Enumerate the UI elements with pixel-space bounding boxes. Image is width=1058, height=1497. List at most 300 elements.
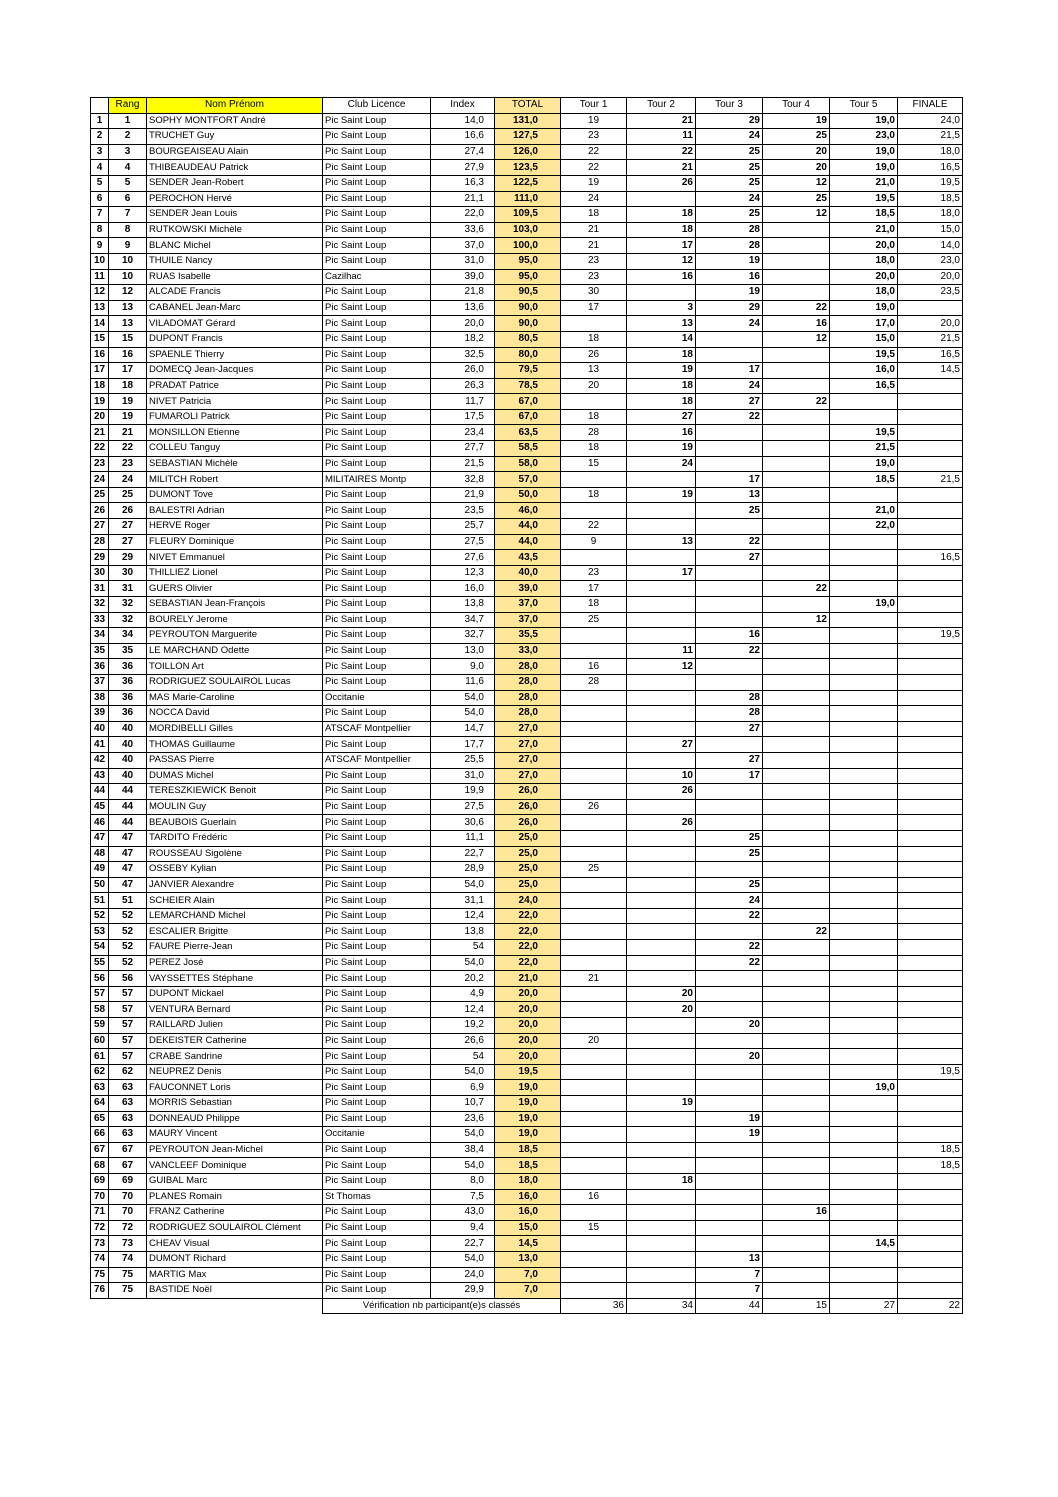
table-row — [91, 1127, 963, 1143]
index-cell: 14,7 — [431, 721, 495, 737]
tour-3-cell: 24 — [696, 191, 763, 207]
tour-5-cell — [830, 1049, 898, 1065]
tour-3-cell: 20 — [696, 1049, 763, 1065]
finale-cell — [898, 1251, 963, 1267]
tour-2-cell: 14 — [627, 331, 696, 347]
tour-2-cell: 24 — [627, 456, 696, 472]
name-cell: TERESZKIEWICK Benoit — [147, 784, 323, 800]
row-number-cell: 21 — [91, 425, 109, 441]
total-cell: 7,0 — [495, 1267, 561, 1283]
tour-2-cell — [627, 706, 696, 722]
rang-cell: 34 — [109, 628, 147, 644]
tour-3-cell — [696, 1002, 763, 1018]
table-row — [91, 1220, 963, 1236]
club-cell: Pic Saint Loup — [323, 815, 431, 831]
table-row — [91, 1064, 963, 1080]
table-row — [91, 347, 963, 363]
tour-4-cell — [763, 534, 830, 550]
table-row — [91, 1189, 963, 1205]
rang-cell: 69 — [109, 1173, 147, 1189]
row-number-cell: 8 — [91, 222, 109, 238]
index-cell: 13,8 — [431, 924, 495, 940]
total-cell: 39,0 — [495, 581, 561, 597]
tour-2-cell — [627, 628, 696, 644]
tour-2-cell — [627, 908, 696, 924]
tour-5-cell — [830, 1111, 898, 1127]
table-row — [91, 597, 963, 613]
name-cell: DUPONT Mickael — [147, 986, 323, 1002]
tour-4-cell — [763, 425, 830, 441]
total-cell: 67,0 — [495, 394, 561, 410]
total-cell: 27,0 — [495, 737, 561, 753]
total-cell: 16,0 — [495, 1189, 561, 1205]
finale-cell — [898, 1236, 963, 1252]
rang-cell: 36 — [109, 659, 147, 675]
tour-1-cell — [561, 1064, 627, 1080]
club-cell: Pic Saint Loup — [323, 409, 431, 425]
tour-5-cell — [830, 721, 898, 737]
tour-1-cell: 16 — [561, 659, 627, 675]
index-cell: 28,9 — [431, 862, 495, 878]
finale-cell: 16,5 — [898, 347, 963, 363]
index-cell: 7,5 — [431, 1189, 495, 1205]
rang-cell: 10 — [109, 253, 147, 269]
finale-cell: 19,5 — [898, 1064, 963, 1080]
tour-1-cell: 21 — [561, 222, 627, 238]
row-number-cell: 36 — [91, 659, 109, 675]
tour-1-cell: 21 — [561, 238, 627, 254]
tour-3-cell: 22 — [696, 409, 763, 425]
total-cell: 90,5 — [495, 285, 561, 301]
index-cell: 19,9 — [431, 784, 495, 800]
tour-4-cell — [763, 1142, 830, 1158]
header-tour-3: Tour 3 — [696, 98, 763, 114]
index-cell: 12,3 — [431, 565, 495, 581]
row-number-cell: 73 — [91, 1236, 109, 1252]
tour-2-cell: 17 — [627, 238, 696, 254]
tour-3-cell: 29 — [696, 113, 763, 129]
tour-1-cell — [561, 986, 627, 1002]
name-cell: SEBASTIAN Michèle — [147, 456, 323, 472]
total-cell: 80,5 — [495, 331, 561, 347]
tour-2-cell: 11 — [627, 643, 696, 659]
tour-5-cell — [830, 799, 898, 815]
tour-3-cell: 22 — [696, 534, 763, 550]
rang-cell: 57 — [109, 1049, 147, 1065]
club-cell: Cazilhac — [323, 269, 431, 285]
name-cell: BLANC Michel — [147, 238, 323, 254]
row-number-cell: 57 — [91, 986, 109, 1002]
tour-5-cell — [830, 1173, 898, 1189]
tour-4-cell: 16 — [763, 1205, 830, 1221]
tour-4-cell — [763, 1064, 830, 1080]
row-number-cell: 41 — [91, 737, 109, 753]
row-number-cell: 68 — [91, 1158, 109, 1174]
row-number-cell: 40 — [91, 721, 109, 737]
finale-cell — [898, 674, 963, 690]
tour-1-cell — [561, 908, 627, 924]
finale-cell — [898, 1267, 963, 1283]
tour-5-cell — [830, 1064, 898, 1080]
club-cell: Pic Saint Loup — [323, 1158, 431, 1174]
club-cell: Pic Saint Loup — [323, 1049, 431, 1065]
tour-1-cell: 22 — [561, 144, 627, 160]
club-cell: Pic Saint Loup — [323, 347, 431, 363]
tour-2-cell — [627, 519, 696, 535]
name-cell: TARDITO Frédéric — [147, 830, 323, 846]
tour-3-cell: 22 — [696, 643, 763, 659]
tour-4-cell — [763, 550, 830, 566]
header-tour-4: Tour 4 — [763, 98, 830, 114]
table-row — [91, 378, 963, 394]
index-cell: 54,0 — [431, 706, 495, 722]
tour-5-cell: 18,5 — [830, 472, 898, 488]
index-cell: 8,0 — [431, 1173, 495, 1189]
row-number-cell: 39 — [91, 706, 109, 722]
rang-cell: 7 — [109, 207, 147, 223]
name-cell: RUAS Isabelle — [147, 269, 323, 285]
tour-4-cell — [763, 752, 830, 768]
rang-cell: 40 — [109, 721, 147, 737]
row-number-cell: 24 — [91, 472, 109, 488]
club-cell: Pic Saint Loup — [323, 597, 431, 613]
rang-cell: 3 — [109, 144, 147, 160]
total-cell: 28,0 — [495, 706, 561, 722]
tour-5-cell: 15,0 — [830, 331, 898, 347]
row-number-cell: 18 — [91, 378, 109, 394]
finale-cell — [898, 690, 963, 706]
total-cell: 58,5 — [495, 441, 561, 457]
club-cell: Pic Saint Loup — [323, 986, 431, 1002]
tour-5-cell: 21,0 — [830, 175, 898, 191]
total-cell: 127,5 — [495, 129, 561, 145]
tour-4-cell — [763, 519, 830, 535]
row-number-cell: 63 — [91, 1080, 109, 1096]
row-number-cell: 49 — [91, 862, 109, 878]
table-row — [91, 363, 963, 379]
name-cell: LE MARCHAND Odette — [147, 643, 323, 659]
tour-1-cell — [561, 472, 627, 488]
table-row — [91, 908, 963, 924]
tour-1-cell: 25 — [561, 862, 627, 878]
total-cell: 27,0 — [495, 752, 561, 768]
tour-5-cell — [830, 565, 898, 581]
tour-2-cell: 18 — [627, 378, 696, 394]
name-cell: VENTURA Bernard — [147, 1002, 323, 1018]
total-cell: 46,0 — [495, 503, 561, 519]
club-cell: Pic Saint Loup — [323, 1236, 431, 1252]
tour-1-cell — [561, 1080, 627, 1096]
tour-5-cell — [830, 893, 898, 909]
tour-2-cell — [627, 830, 696, 846]
club-cell: Pic Saint Loup — [323, 222, 431, 238]
row-number-cell: 76 — [91, 1283, 109, 1299]
tour-1-cell — [561, 784, 627, 800]
row-number-cell: 16 — [91, 347, 109, 363]
tour-5-cell — [830, 643, 898, 659]
finale-cell — [898, 706, 963, 722]
tour-2-cell: 18 — [627, 347, 696, 363]
table-row — [91, 768, 963, 784]
tour-1-cell — [561, 1283, 627, 1299]
ranking-table — [90, 97, 963, 1314]
total-cell: 15,0 — [495, 1220, 561, 1236]
tour-5-cell: 19,0 — [830, 113, 898, 129]
index-cell: 19,2 — [431, 1018, 495, 1034]
name-cell: BOURELY Jerome — [147, 612, 323, 628]
tour-4-cell: 19 — [763, 113, 830, 129]
tour-2-cell — [627, 721, 696, 737]
row-number-cell: 66 — [91, 1127, 109, 1143]
tour-5-cell: 19,0 — [830, 144, 898, 160]
finale-cell — [898, 924, 963, 940]
club-cell: Pic Saint Loup — [323, 1267, 431, 1283]
table-row — [91, 394, 963, 410]
finale-cell: 18,5 — [898, 191, 963, 207]
table-row — [91, 534, 963, 550]
tour-5-cell — [830, 986, 898, 1002]
club-cell: Pic Saint Loup — [323, 1283, 431, 1299]
tour-1-cell — [561, 924, 627, 940]
name-cell: DOMECQ Jean-Jacques — [147, 363, 323, 379]
tour-3-cell: 13 — [696, 1251, 763, 1267]
tour-2-cell — [627, 1251, 696, 1267]
tour-4-cell — [763, 565, 830, 581]
tour-2-cell — [627, 191, 696, 207]
tour-4-cell — [763, 659, 830, 675]
tour-3-cell: 25 — [696, 207, 763, 223]
finale-cell: 19,5 — [898, 628, 963, 644]
club-cell: Pic Saint Loup — [323, 207, 431, 223]
tour-3-cell — [696, 565, 763, 581]
tour-4-cell — [763, 238, 830, 254]
rang-cell: 72 — [109, 1220, 147, 1236]
tour-2-cell: 26 — [627, 784, 696, 800]
row-number-cell: 45 — [91, 799, 109, 815]
table-row — [91, 269, 963, 285]
total-cell: 24,0 — [495, 893, 561, 909]
row-number-cell: 67 — [91, 1142, 109, 1158]
name-cell: CABANEL Jean-Marc — [147, 300, 323, 316]
rang-cell: 62 — [109, 1064, 147, 1080]
tour-1-cell: 13 — [561, 363, 627, 379]
total-cell: 40,0 — [495, 565, 561, 581]
total-cell: 19,0 — [495, 1111, 561, 1127]
name-cell: TOILLON Art — [147, 659, 323, 675]
table-row — [91, 971, 963, 987]
tour-2-cell: 20 — [627, 1002, 696, 1018]
tour-1-cell: 30 — [561, 285, 627, 301]
tour-1-cell — [561, 550, 627, 566]
tour-3-cell: 25 — [696, 160, 763, 176]
tour-3-cell: 25 — [696, 175, 763, 191]
name-cell: ROUSSEAU Sigolène — [147, 846, 323, 862]
rang-cell: 15 — [109, 331, 147, 347]
header-row — [91, 98, 963, 114]
tour-2-cell — [627, 550, 696, 566]
total-cell: 58,0 — [495, 456, 561, 472]
tour-2-cell: 19 — [627, 441, 696, 457]
name-cell: PLANES Romain — [147, 1189, 323, 1205]
rang-cell: 57 — [109, 1002, 147, 1018]
tour-5-cell — [830, 877, 898, 893]
tour-5-cell — [830, 612, 898, 628]
tour-5-cell — [830, 550, 898, 566]
name-cell: LEMARCHAND Michel — [147, 908, 323, 924]
index-cell: 54 — [431, 1049, 495, 1065]
tour-4-cell — [763, 940, 830, 956]
tour-1-cell: 18 — [561, 597, 627, 613]
row-number-cell: 70 — [91, 1189, 109, 1205]
row-number-cell: 20 — [91, 409, 109, 425]
club-cell: Pic Saint Loup — [323, 674, 431, 690]
tour-4-cell: 12 — [763, 175, 830, 191]
tour-3-cell: 7 — [696, 1267, 763, 1283]
tour-2-cell — [627, 971, 696, 987]
tour-2-cell — [627, 674, 696, 690]
rang-cell: 57 — [109, 1033, 147, 1049]
row-number-cell: 42 — [91, 752, 109, 768]
row-number-cell: 28 — [91, 534, 109, 550]
tour-3-cell: 25 — [696, 846, 763, 862]
table-header — [91, 98, 963, 114]
club-cell: Pic Saint Loup — [323, 1205, 431, 1221]
finale-cell — [898, 784, 963, 800]
name-cell: RODRIGUEZ SOULAIROL Lucas — [147, 674, 323, 690]
club-cell: Pic Saint Loup — [323, 1111, 431, 1127]
tour-4-cell: 22 — [763, 300, 830, 316]
club-cell: Pic Saint Loup — [323, 363, 431, 379]
club-cell: MILITAIRES Montp — [323, 472, 431, 488]
row-number-cell: 9 — [91, 238, 109, 254]
rang-cell: 9 — [109, 238, 147, 254]
rang-cell: 17 — [109, 363, 147, 379]
row-number-cell: 13 — [91, 300, 109, 316]
tour-3-cell: 28 — [696, 690, 763, 706]
row-number-cell: 10 — [91, 253, 109, 269]
name-cell: DUMONT Tove — [147, 487, 323, 503]
tour-1-cell — [561, 830, 627, 846]
club-cell: Pic Saint Loup — [323, 1033, 431, 1049]
row-number-cell: 54 — [91, 940, 109, 956]
tour-5-cell — [830, 846, 898, 862]
club-cell: Pic Saint Loup — [323, 503, 431, 519]
table-row — [91, 565, 963, 581]
index-cell: 17,7 — [431, 737, 495, 753]
total-cell: 18,5 — [495, 1142, 561, 1158]
rang-cell: 63 — [109, 1111, 147, 1127]
finale-cell — [898, 1111, 963, 1127]
rang-cell: 27 — [109, 519, 147, 535]
tour-1-cell — [561, 1142, 627, 1158]
tour-2-cell — [627, 1111, 696, 1127]
club-cell: Pic Saint Loup — [323, 129, 431, 145]
total-cell: 37,0 — [495, 597, 561, 613]
index-cell: 27,4 — [431, 144, 495, 160]
name-cell: PEYROUTON Marguerite — [147, 628, 323, 644]
tour-5-cell: 18,0 — [830, 253, 898, 269]
tour-4-cell — [763, 472, 830, 488]
tour-5-cell — [830, 581, 898, 597]
table-row — [91, 1267, 963, 1283]
tour-5-cell — [830, 1205, 898, 1221]
tour-5-cell: 19,5 — [830, 191, 898, 207]
tour-4-cell: 12 — [763, 207, 830, 223]
count-finale: 22 — [898, 1298, 963, 1313]
tour-2-cell: 27 — [627, 737, 696, 753]
tour-2-cell: 22 — [627, 144, 696, 160]
name-cell: DONNEAUD Philippe — [147, 1111, 323, 1127]
row-number-cell: 38 — [91, 690, 109, 706]
rang-cell: 32 — [109, 597, 147, 613]
tour-1-cell: 22 — [561, 519, 627, 535]
rang-cell: 1 — [109, 113, 147, 129]
tour-4-cell — [763, 628, 830, 644]
rang-cell: 13 — [109, 316, 147, 332]
rang-cell: 52 — [109, 955, 147, 971]
finale-cell — [898, 940, 963, 956]
table-row — [91, 222, 963, 238]
tour-2-cell: 17 — [627, 565, 696, 581]
club-cell: Pic Saint Loup — [323, 1096, 431, 1112]
index-cell: 9,0 — [431, 659, 495, 675]
finale-cell — [898, 737, 963, 753]
tour-2-cell: 21 — [627, 160, 696, 176]
rang-cell: 47 — [109, 862, 147, 878]
name-cell: GUERS Olivier — [147, 581, 323, 597]
tour-2-cell — [627, 1205, 696, 1221]
header-tour-1: Tour 1 — [561, 98, 627, 114]
rang-cell: 8 — [109, 222, 147, 238]
tour-4-cell — [763, 597, 830, 613]
finale-cell: 20,0 — [898, 269, 963, 285]
total-cell: 28,0 — [495, 690, 561, 706]
total-cell: 43,5 — [495, 550, 561, 566]
row-number-cell: 6 — [91, 191, 109, 207]
finale-cell: 18,5 — [898, 1158, 963, 1174]
index-cell: 25,7 — [431, 519, 495, 535]
tour-4-cell — [763, 363, 830, 379]
finale-cell — [898, 643, 963, 659]
tour-1-cell — [561, 752, 627, 768]
name-cell: RAILLARD Julien — [147, 1018, 323, 1034]
tour-1-cell: 26 — [561, 347, 627, 363]
tour-5-cell: 17,0 — [830, 316, 898, 332]
index-cell: 54,0 — [431, 1064, 495, 1080]
index-cell: 12,4 — [431, 1002, 495, 1018]
index-cell: 16,6 — [431, 129, 495, 145]
name-cell: MAS Marie-Caroline — [147, 690, 323, 706]
tour-2-cell — [627, 1018, 696, 1034]
club-cell: Occitanie — [323, 690, 431, 706]
tour-5-cell: 20,0 — [830, 269, 898, 285]
rang-cell: 32 — [109, 612, 147, 628]
finale-cell — [898, 394, 963, 410]
index-cell: 43,0 — [431, 1205, 495, 1221]
rang-cell: 57 — [109, 1018, 147, 1034]
tour-1-cell: 23 — [561, 269, 627, 285]
tour-2-cell — [627, 690, 696, 706]
index-cell: 13,0 — [431, 643, 495, 659]
club-cell: Pic Saint Loup — [323, 784, 431, 800]
total-cell: 90,0 — [495, 300, 561, 316]
total-cell: 63,5 — [495, 425, 561, 441]
tour-3-cell — [696, 737, 763, 753]
finale-cell — [898, 955, 963, 971]
tour-3-cell: 27 — [696, 394, 763, 410]
name-cell: FRANZ Catherine — [147, 1205, 323, 1221]
tour-3-cell — [696, 581, 763, 597]
